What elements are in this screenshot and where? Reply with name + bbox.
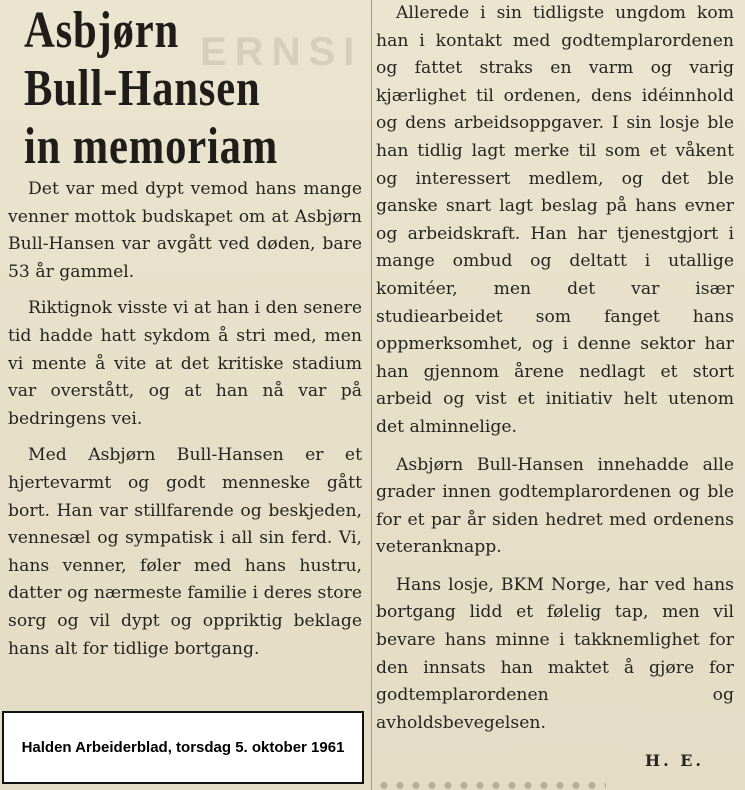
paragraph-3: Med Asbjørn Bull-Hansen er et hjertevarmt og godt menneske gått bort. Han var stillfarende og beskjeden, vennesæl og sympatisk i all sin ferd. Vi, hans venner, føler med hans hustru, datter og nærmeste familie i deres store sorg og vil dypt og oppriktig beklage hans alt for tidlige bortgang. <box>8 445 362 659</box>
column-rule <box>371 0 372 790</box>
left-body <box>8 176 362 663</box>
paragraph-6: Hans losje, BKM Norge, har ved hans bortgang lidd et følelig tap, men vil bevare hans minne i takknemlighet for den innsats han maktet å gjøre for godtemplarordenen og avholdsbevegelsen. <box>376 574 734 733</box>
source-caption-text: Halden Arbeiderblad, torsdag 5. oktober 1961 <box>21 738 345 756</box>
paragraph-5: Asbjørn Bull-Hansen innehadde alle grader innen godtemplarordenen og ble for et par år siden hedret med ordenens veteranknapp. <box>376 454 734 558</box>
paragraph-1: Det var med dypt vemod hans mange venner mottok budskapet om at Asbjørn Bull-Hansen var avgått ved døden, bare 53 år gammel. <box>8 179 362 282</box>
paragraph-2: Riktignok visste vi at han i den senere tid hadde hatt sykdom å stri med, men vi mente å vite at det kritiske stadium var overstått, og at han nå var på bedringens vei. <box>8 298 362 429</box>
paragraph-4: Allerede i sin tidligste ungdom kom han i kontakt med godtemplarordenen og fattet straks en varm og varig kjærlighet til ordenen, dens idéinnhold og dens arbeidsoppgaver. I sin losje ble han tidlig lagt merke til som et våkent og interessert medlem, og det ble ganske snart lagt beslag på hans evner og arbeidskraft. Han har tjenestgjort i mange ombud og deltatt i utallige komitéer, men det var især studiearbeidet som fanget hans oppmerksomhet, og i denne sektor har han gjennom årene nedlagt et stort arbeid og vist et initiativ helt utenom det alminnelige. <box>376 3 734 437</box>
author-signature: H. E. <box>644 751 704 771</box>
right-body <box>376 0 734 737</box>
left-column <box>8 0 362 672</box>
article-headline <box>24 2 301 176</box>
source-caption-box <box>2 711 364 784</box>
headline-line-3: in memoriam <box>24 118 279 175</box>
next-article-edge <box>376 781 606 790</box>
right-column <box>376 0 734 775</box>
headline-line-1: Asbjørn <box>24 2 180 59</box>
show-through-print: ERNSI <box>200 30 363 74</box>
headline-line-2: Bull-Hansen <box>24 60 261 117</box>
